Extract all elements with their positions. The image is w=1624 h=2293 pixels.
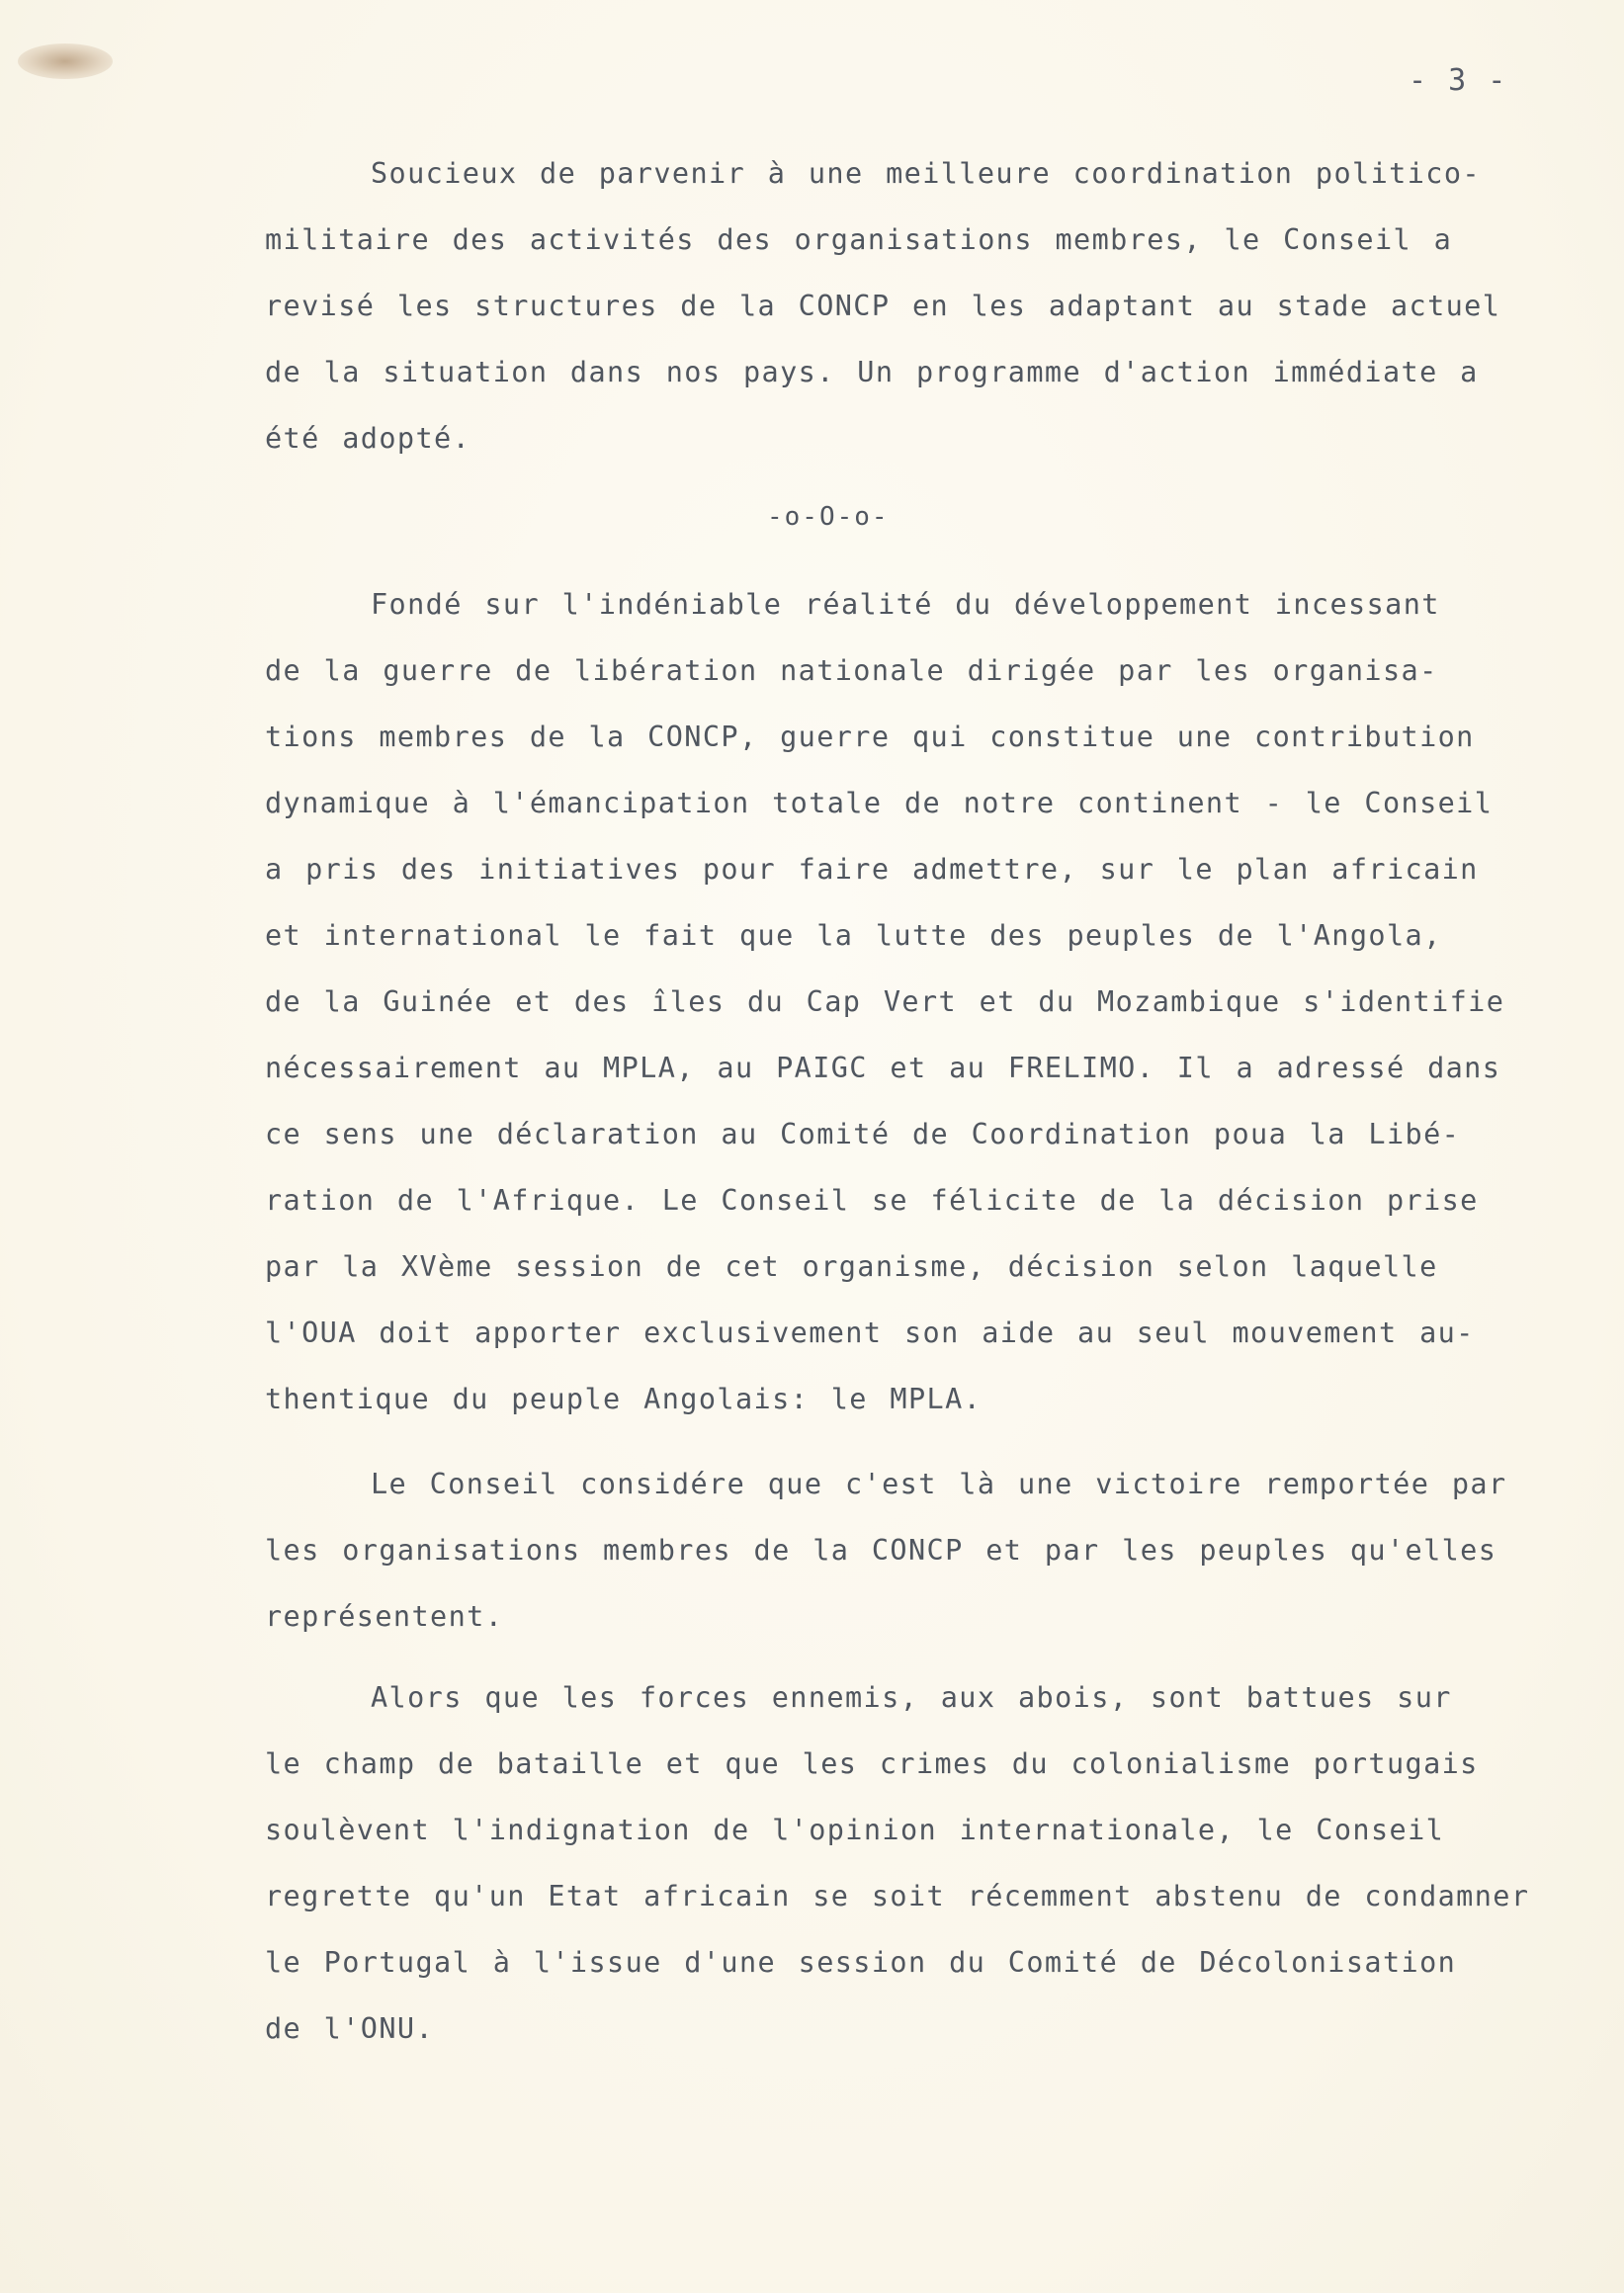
- ink-stain: [18, 43, 113, 79]
- section-separator: -o-O-o-: [767, 502, 890, 532]
- text-line: le champ de bataille et que les crimes du colonialisme portugais: [265, 1747, 1479, 1780]
- text-line: Soucieux de parvenir à une meilleure coordination politico-: [371, 157, 1481, 190]
- text-line: nécessairement au MPLA, au PAIGC et au FRELIMO. Il a adressé dans: [265, 1052, 1501, 1084]
- text-line: et international le fait que la lutte des peuples de l'Angola,: [265, 919, 1442, 952]
- text-line: revisé les structures de la CONCP en les adaptant au stade actuel: [265, 290, 1501, 322]
- text-line: le Portugal à l'issue d'une session du Comité de Décolonisation: [265, 1946, 1457, 1979]
- text-line: dynamique à l'émancipation totale de notre continent - le Conseil: [265, 787, 1494, 819]
- text-line: regrette qu'un Etat africain se soit récemment abstenu de condamner: [265, 1880, 1530, 1912]
- paragraph-4: [265, 1664, 1570, 2062]
- text-line: par la XVème session de cet organisme, décision selon laquelle: [265, 1250, 1438, 1283]
- text-line: les organisations membres de la CONCP et par les peuples qu'elles: [265, 1534, 1497, 1567]
- paragraph-2: [265, 571, 1570, 1432]
- text-line: l'OUA doit apporter exclusivement son aide au seul mouvement au-: [265, 1316, 1475, 1349]
- text-line: a pris des initiatives pour faire admettre, sur le plan africain: [265, 853, 1479, 886]
- page-number: - 3 -: [1409, 63, 1508, 98]
- text-line: représentent.: [265, 1600, 504, 1633]
- text-line: Le Conseil considére que c'est là une victoire remportée par: [371, 1468, 1507, 1500]
- text-line: militaire des activités des organisations membres, le Conseil a: [265, 223, 1453, 256]
- text-line: de la guerre de libération nationale dirigée par les organisa-: [265, 654, 1438, 687]
- text-line: soulèvent l'indignation de l'opinion internationale, le Conseil: [265, 1814, 1445, 1846]
- text-line: Fondé sur l'indéniable réalité du développement incessant: [371, 588, 1440, 621]
- text-line: thentique du peuple Angolais: le MPLA.: [265, 1383, 983, 1415]
- text-line: ce sens une déclaration au Comité de Coordination poua la Libé-: [265, 1118, 1461, 1150]
- paragraph-1: [265, 140, 1570, 471]
- text-line: été adopté.: [265, 422, 471, 455]
- text-line: de l'ONU.: [265, 2012, 435, 2045]
- text-line: ration de l'Afrique. Le Conseil se félicite de la décision prise: [265, 1184, 1479, 1217]
- text-line: Alors que les forces ennemis, aux abois, sont battues sur: [371, 1681, 1452, 1714]
- text-line: tions membres de la CONCP, guerre qui constitue une contribution: [265, 721, 1475, 753]
- paragraph-3: [265, 1451, 1570, 1650]
- text-line: de la Guinée et des îles du Cap Vert et du Mozambique s'identifie: [265, 985, 1505, 1018]
- text-line: de la situation dans nos pays. Un programme d'action immédiate a: [265, 356, 1479, 388]
